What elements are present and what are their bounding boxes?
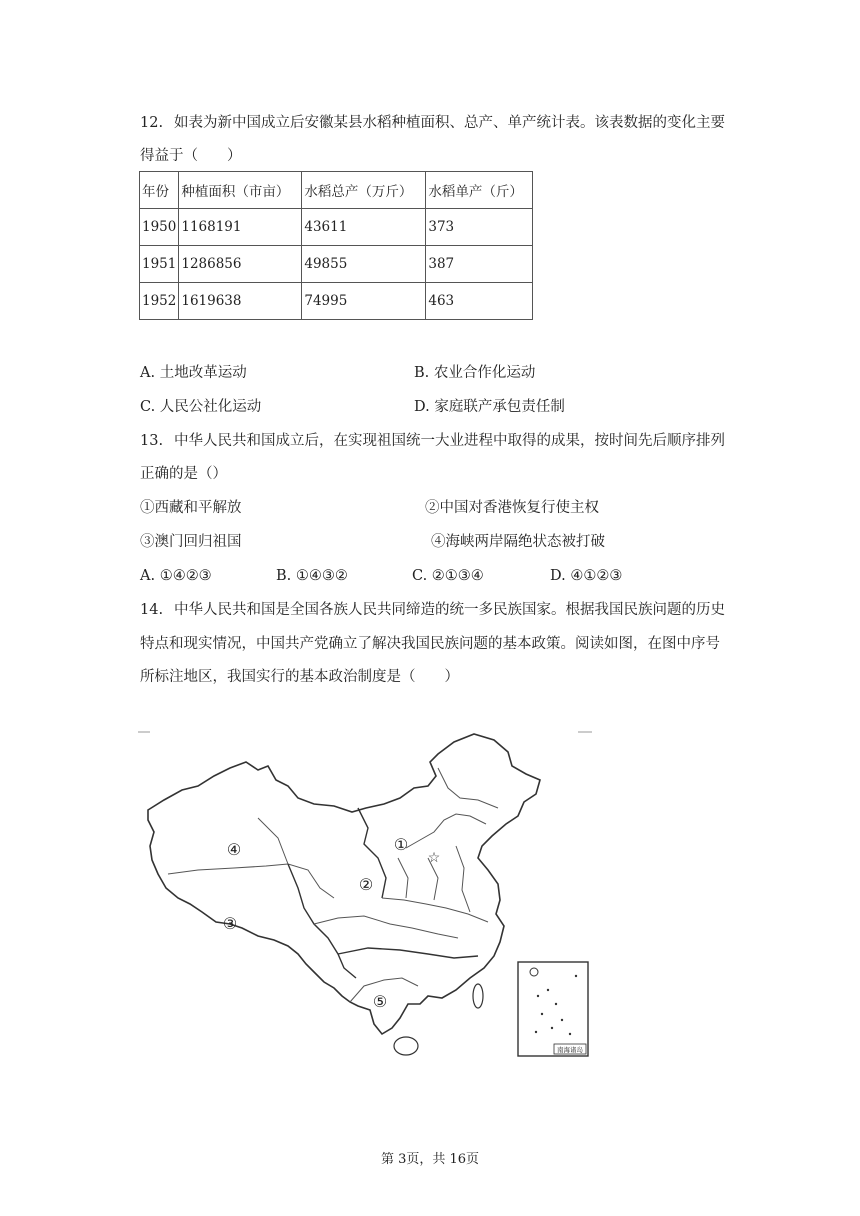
table-cell: 387 <box>426 246 533 283</box>
q14-text-line3: 所标注地区，我国实行的基本政治制度是（ ） <box>140 669 459 685</box>
q13-text-line2: 正确的是（） <box>140 466 227 482</box>
q13-option-d[interactable]: D. ④①②③ <box>550 568 623 584</box>
q14-stem: 中华人民共和国是全国各族人民共同缔造的统一多民族国家。根据我国民族问题的历史 <box>174 602 725 618</box>
table-cell: 1168191 <box>179 209 302 246</box>
map-label-1: ① <box>393 835 409 854</box>
south-china-sea-inset <box>518 962 588 1056</box>
map-label-3: ③ <box>222 914 238 933</box>
q12-text-line1 <box>140 113 725 133</box>
table-cell: 1952 <box>140 283 179 320</box>
table-cell: 1951 <box>140 246 179 283</box>
capital-star-icon: ☆ <box>427 850 441 866</box>
q13-item-1: ①西藏和平解放 <box>140 500 242 516</box>
q14-text-line1 <box>140 600 725 620</box>
table-row <box>140 246 533 283</box>
q12-option-a[interactable]: A. 土地改革运动 <box>140 365 247 381</box>
map-label-4: ④ <box>226 840 242 859</box>
q13-item-3: ③澳门回归祖国 <box>140 534 242 550</box>
inset-label: 南海诸岛 <box>557 1046 583 1054</box>
map-label-2: ② <box>358 875 374 894</box>
q12-number: 12. <box>140 115 164 131</box>
table-cell: 463 <box>426 283 533 320</box>
q12-option-d[interactable]: D. 家庭联产承包责任制 <box>414 399 565 415</box>
table-cell: 74995 <box>302 283 426 320</box>
q12-option-b[interactable]: B. 农业合作化运动 <box>414 365 536 381</box>
q13-option-c[interactable]: C. ②①③④ <box>412 568 484 584</box>
q12-text-line2: 得益于（ ） <box>140 148 242 164</box>
table-cell: 1950 <box>140 209 179 246</box>
table-cell: 373 <box>426 209 533 246</box>
q13-number: 13. <box>140 433 164 449</box>
q13-item-4: ④海峡两岸隔绝状态被打破 <box>431 534 605 550</box>
q13-option-a[interactable]: A. ①④②③ <box>140 568 212 584</box>
taiwan-island <box>473 984 483 1008</box>
map-label-5: ⑤ <box>372 992 388 1011</box>
table-header-cell: 种植面积（市亩） <box>179 172 302 209</box>
table-row <box>140 283 533 320</box>
table-header-cell: 水稻单产（斤） <box>426 172 533 209</box>
hainan-island <box>394 1037 418 1055</box>
table-header-row <box>140 172 533 209</box>
table-cell: 49855 <box>302 246 426 283</box>
q12-data-table <box>139 171 533 320</box>
china-outline <box>148 734 540 1034</box>
q13-item-2: ②中国对香港恢复行使主权 <box>425 500 599 516</box>
table-header-cell: 年份 <box>140 172 179 209</box>
q13-option-b[interactable]: B. ①④③② <box>276 568 348 584</box>
q12-stem: 如表为新中国成立后安徽某县水稻种植面积、总产、单产统计表。该表数据的变化主要 <box>174 115 725 131</box>
table-cell: 1619638 <box>179 283 302 320</box>
q12-option-c[interactable]: C. 人民公社化运动 <box>140 399 262 415</box>
q14-text-line2: 特点和现实情况，中国共产党确立了解决我国民族问题的基本政策。阅读如图，在图中序号 <box>140 636 720 652</box>
table-header-cell: 水稻总产（万斤） <box>302 172 426 209</box>
page-footer: 第 3页，共 16页 <box>380 1152 480 1167</box>
table-row <box>140 209 533 246</box>
china-map <box>138 728 598 1063</box>
table-cell: 43611 <box>302 209 426 246</box>
table-cell: 1286856 <box>179 246 302 283</box>
q13-stem: 中华人民共和国成立后，在实现祖国统一大业进程中取得的成果，按时间先后顺序排列 <box>174 433 725 449</box>
q14-number: 14. <box>140 602 164 618</box>
q13-text-line1 <box>140 431 725 451</box>
